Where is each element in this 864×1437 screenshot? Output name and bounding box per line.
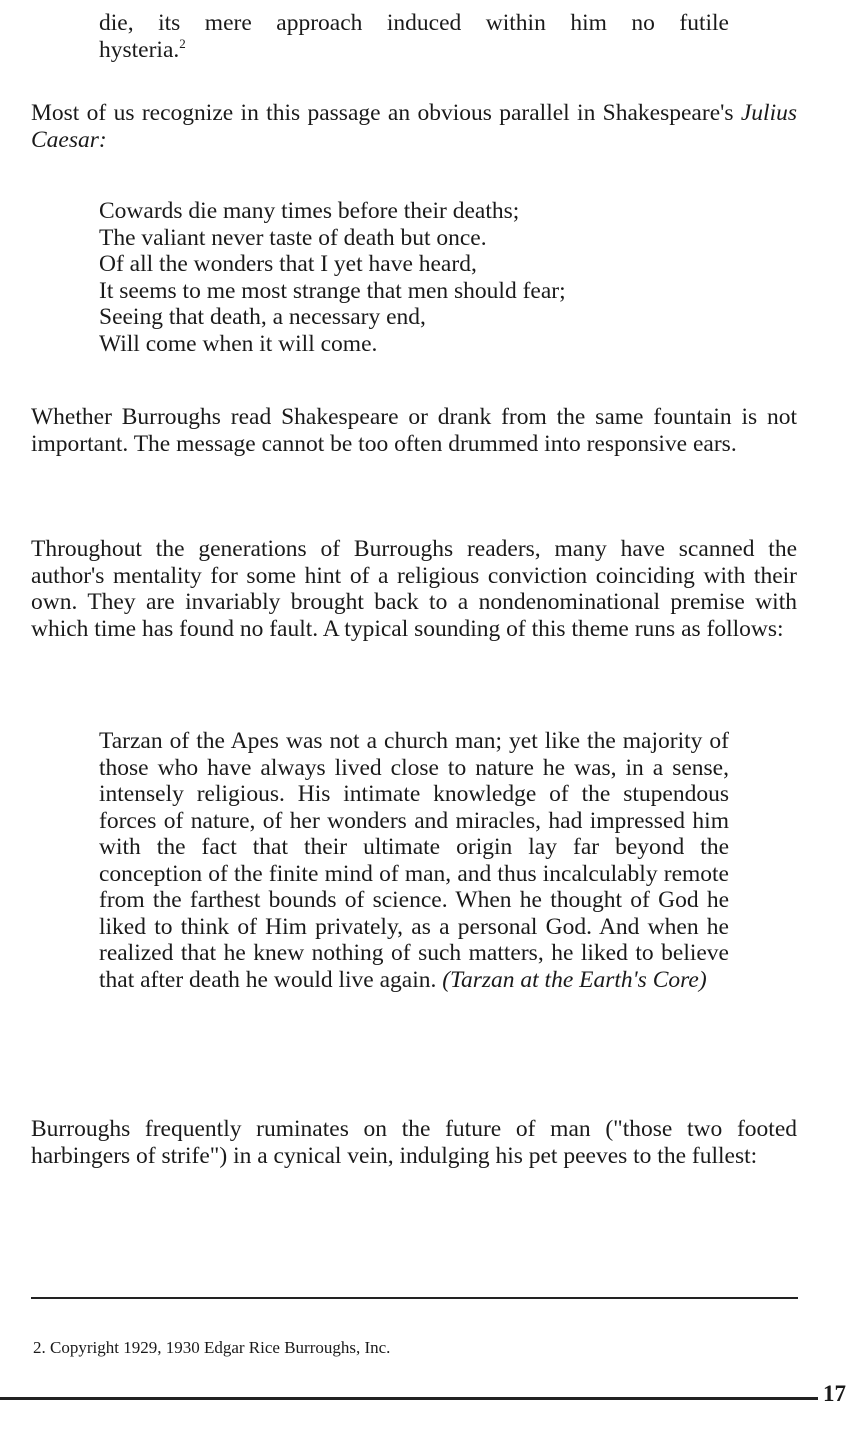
poem-line: Will come when it will come. bbox=[99, 330, 378, 357]
paragraph-future-of-man: Burroughs frequently ruminates on the future of man ("those two footed harbingers of strife") in a cynical vein, indulging his pet peeves to the fullest: bbox=[31, 1116, 797, 1169]
poem-line: Cowards die many times before their deaths; bbox=[99, 198, 520, 224]
poem-line: Of all the wonders that I yet have heard, bbox=[99, 251, 477, 277]
quote-source: (Tarzan at the Earth's Core) bbox=[442, 966, 707, 993]
quote-line bbox=[99, 37, 729, 64]
footnote-divider bbox=[31, 1297, 798, 1299]
quote-line-text: hysteria. bbox=[99, 36, 180, 63]
paragraph-text: Most of us recognize in this passage an obvious parallel in Shakespeare's bbox=[31, 100, 734, 126]
quote-text: Tarzan of the Apes was not a church man; yet like the majority of those who have always lived close to nature he was, in a sense, intensely religious. His intimate knowledge of the stupendous forces of nature, of her wonders and miracles, had impressed him with the fact that their ultimate origin lay far beyond the conception of the finite mind of man, and thus incalculably remote from the farthest bounds of science. When he thought of God he liked to think of Him privately, as a personal God. And when he realized that he knew nothing of such matters, he liked to believe that after death he would live again. bbox=[99, 728, 729, 993]
poem-quotation bbox=[99, 198, 566, 357]
page-number: 17 bbox=[823, 1381, 846, 1406]
poem-line: Seeing that death, a necessary end, bbox=[99, 304, 426, 330]
footnote-reference[interactable]: 2 bbox=[179, 35, 186, 51]
play-title: Julius Caesar: bbox=[31, 100, 798, 153]
paragraph-religious-conviction: Throughout the generations of Burroughs readers, many have scanned the author's mentality for some hint of a religious conviction coinciding with their own. They are invariably brought back to a nondenominational premise with which time has found no fault. A typical sounding of this theme runs as follows: bbox=[31, 536, 797, 642]
paragraph-same-fountain: Whether Burroughs read Shakespeare or drank from the same fountain is not important. The message cannot be too often drummed into responsive ears. bbox=[31, 404, 797, 457]
page-footer-rule bbox=[0, 1397, 818, 1400]
footnote: 2. Copyright 1929, 1930 Edgar Rice Burroughs, Inc. bbox=[33, 1338, 391, 1357]
poem-line: It seems to me most strange that men should fear; bbox=[99, 277, 566, 304]
paragraph-shakespeare-parallel bbox=[31, 100, 797, 153]
poem-line: The valiant never taste of death but once. bbox=[99, 224, 487, 251]
block-quote-continued bbox=[99, 10, 729, 63]
block-quote-tarzan bbox=[99, 728, 729, 993]
quote-line: die, its mere approach induced within him no futile bbox=[99, 10, 729, 36]
